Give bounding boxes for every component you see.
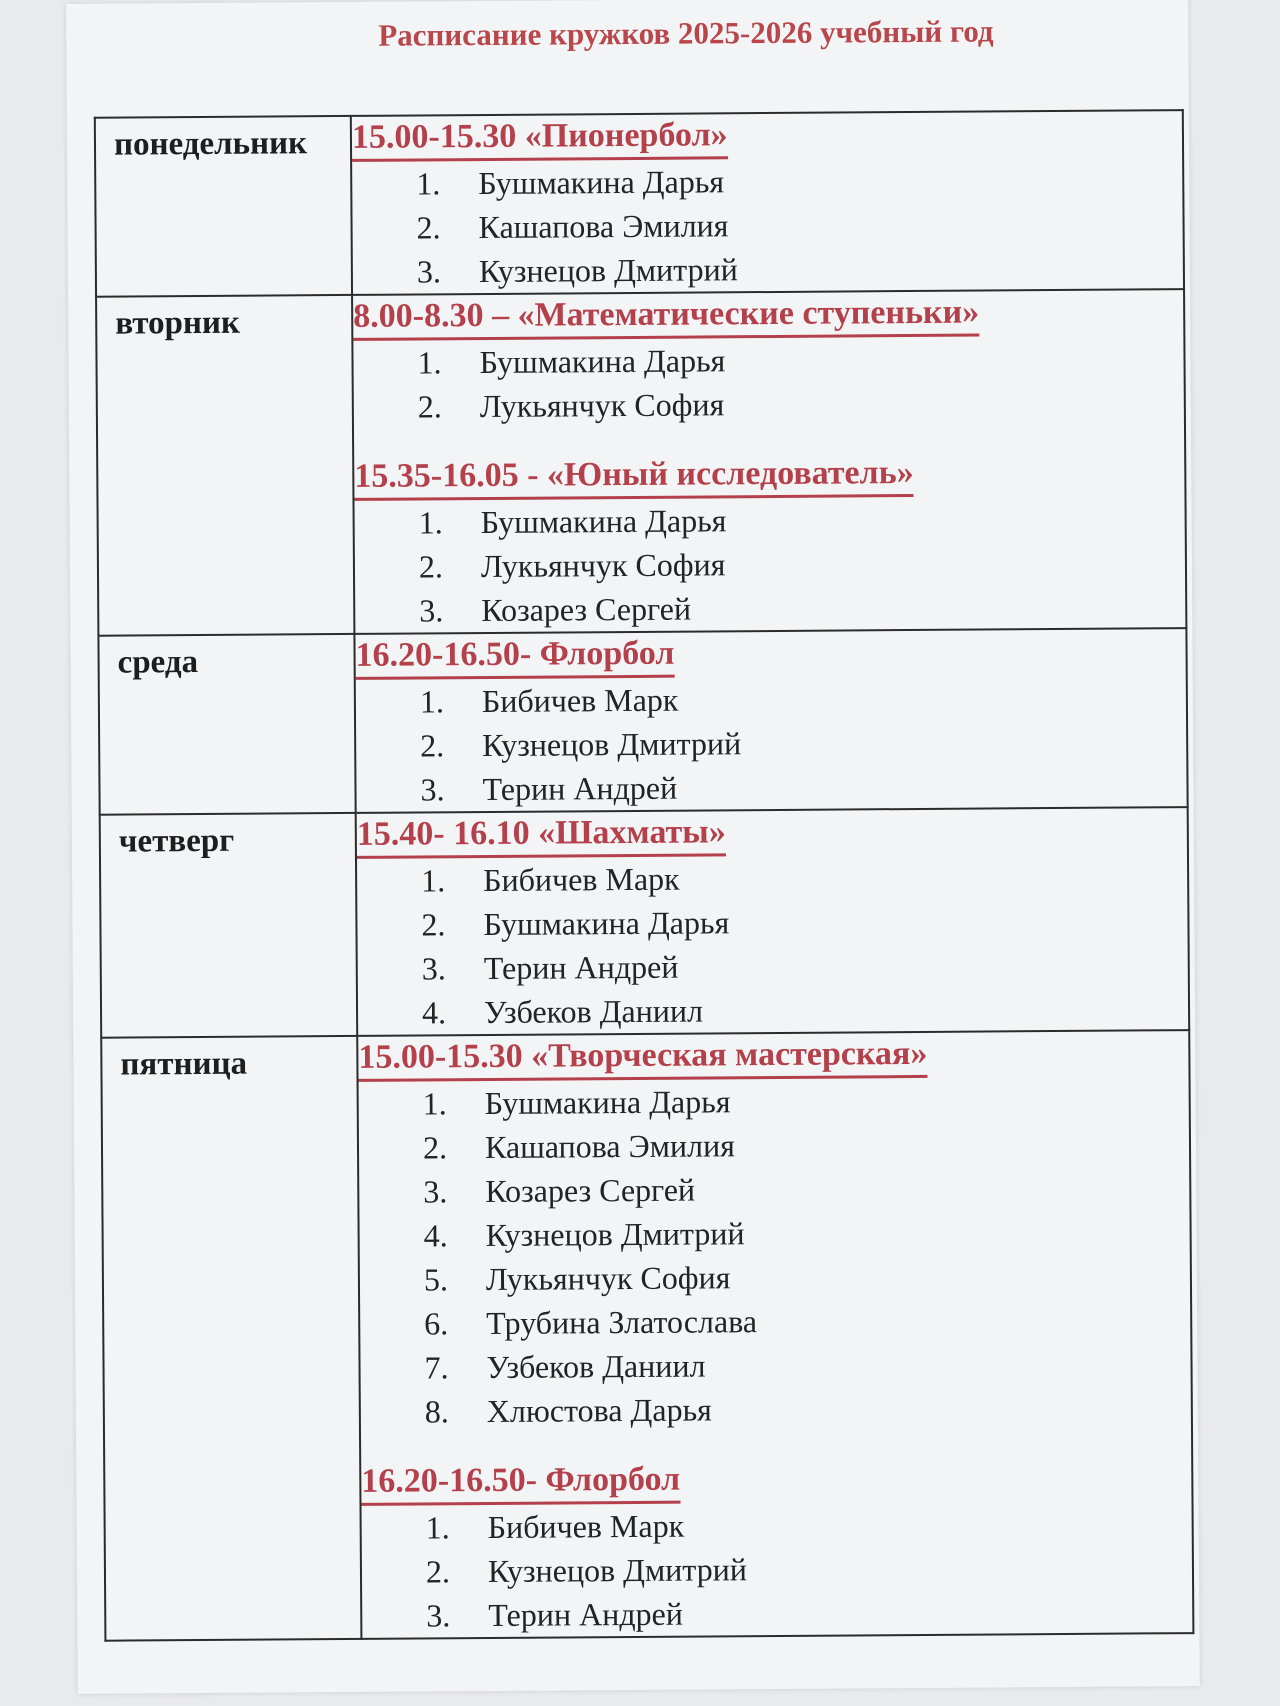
- participant-name: Кузнецов Дмитрий: [478, 251, 738, 290]
- schedule-body: [95, 110, 1194, 1641]
- participant-name: Козарез Сергей: [485, 1171, 696, 1210]
- day-cell: [95, 116, 352, 297]
- participant-number: 1.: [416, 165, 441, 202]
- activity-block: [358, 1031, 1191, 1434]
- day-cell: [98, 634, 355, 815]
- participant-name: Кашапова Эмилия: [478, 207, 729, 246]
- day-label: понедельник: [113, 125, 308, 163]
- participant-name: Кузнецов Дмитрий: [482, 725, 742, 764]
- participant-number: 6.: [424, 1305, 449, 1342]
- participant-item: [420, 718, 1186, 767]
- activity-title: 16.20-16.50- Флорбол: [361, 1459, 680, 1506]
- participant-item: [417, 244, 1183, 293]
- participant-name: Лукьянчук София: [480, 546, 726, 585]
- activity-title: 15.40- 16.10 «Шахматы»: [357, 811, 726, 859]
- participant-list: [356, 674, 1187, 812]
- participant-item: [419, 583, 1185, 632]
- participant-number: 2.: [418, 548, 444, 585]
- participant-name: Трубина Златослава: [486, 1303, 758, 1342]
- participant-name: Лукьянчук София: [485, 1259, 731, 1298]
- participant-name: Терин Андрей: [482, 769, 678, 808]
- participant-name: Кузнецов Дмитрий: [485, 1215, 745, 1254]
- activity-block: [354, 450, 1185, 633]
- activity-block: [352, 111, 1183, 294]
- schedule-row: [101, 1030, 1193, 1641]
- participant-name: Бушмакина Дарья: [478, 163, 725, 202]
- participant-list: [359, 1076, 1191, 1434]
- participant-item: [416, 200, 1182, 249]
- participant-name: Кашапова Эмилия: [484, 1127, 735, 1166]
- participant-number: 4.: [421, 994, 447, 1031]
- participant-list: [353, 335, 1184, 429]
- activity-title: 15.35-16.05 - «Юный исследователь»: [354, 452, 914, 501]
- participant-name: Бушмакина Дарья: [483, 904, 730, 943]
- participant-item: [423, 1208, 1189, 1257]
- day-cell: [101, 1036, 361, 1641]
- activities-cell: [351, 110, 1184, 295]
- participant-item: [416, 156, 1182, 205]
- activity-title: 15.00-15.30 «Творческая мастерская»: [358, 1033, 927, 1082]
- schedule-row: [95, 110, 1184, 297]
- participant-number: 3.: [421, 950, 446, 987]
- participant-number: 3.: [419, 592, 444, 629]
- participant-name: Узбеков Даниил: [486, 1347, 706, 1386]
- activities-cell: [356, 807, 1190, 1036]
- schedule-sheet: [66, 0, 1200, 1694]
- participant-list: [352, 156, 1183, 294]
- page-title: Расписание кружков 2025-2026 учебный год: [378, 13, 994, 53]
- participant-name: Бушмакина Дарья: [480, 502, 727, 541]
- participant-number: 1.: [422, 1085, 447, 1122]
- activities-cell: [352, 289, 1186, 634]
- participant-name: Козарез Сергей: [481, 590, 692, 629]
- participant-item: [423, 1120, 1189, 1169]
- schedule-row: [96, 289, 1186, 636]
- participant-name: Терин Андрей: [488, 1595, 684, 1634]
- participant-item: [421, 897, 1187, 946]
- participant-number: 1.: [418, 504, 443, 541]
- participant-name: Узбеков Даниил: [483, 992, 704, 1031]
- participant-item: [419, 539, 1185, 588]
- participant-name: Терин Андрей: [483, 948, 679, 987]
- participant-number: 2.: [425, 1553, 451, 1590]
- participant-list: [362, 1500, 1193, 1638]
- activity-title: 15.00-15.30 «Пионербол»: [352, 114, 728, 162]
- participant-item: [424, 1252, 1190, 1301]
- schedule-row: [98, 628, 1187, 815]
- participant-item: [423, 1076, 1189, 1125]
- participant-name: Бибичев Марк: [483, 860, 680, 899]
- participant-number: 3.: [426, 1597, 451, 1634]
- participant-number: 3.: [420, 771, 445, 808]
- participant-number: 2.: [416, 209, 441, 246]
- participant-number: 1.: [421, 862, 446, 899]
- participant-number: 4.: [423, 1217, 448, 1254]
- participant-item: [418, 379, 1184, 428]
- activities-cell: [354, 628, 1187, 813]
- participant-name: Бибичев Марк: [487, 1507, 685, 1546]
- participant-number: 2.: [417, 388, 442, 425]
- activities-cell: [357, 1030, 1193, 1639]
- participant-item: [426, 1544, 1192, 1593]
- participant-item: [417, 335, 1183, 384]
- participant-number: 3.: [416, 253, 442, 290]
- participant-number: 1.: [425, 1509, 450, 1546]
- participant-list: [357, 853, 1188, 1035]
- day-label: четверг: [118, 822, 235, 860]
- participant-name: Лукьянчук София: [479, 386, 725, 425]
- participant-number: 2.: [422, 1129, 448, 1166]
- participant-name: Кузнецов Дмитрий: [487, 1551, 748, 1590]
- participant-number: 8.: [424, 1393, 449, 1430]
- day-label: пятница: [120, 1045, 248, 1083]
- day-cell: [96, 295, 354, 636]
- participant-item: [424, 1340, 1190, 1389]
- participant-list: [354, 495, 1185, 633]
- participant-item: [423, 1164, 1189, 1213]
- participant-number: 2.: [421, 906, 446, 943]
- day-cell: [100, 813, 358, 1038]
- participant-item: [420, 674, 1186, 723]
- participant-item: [425, 1384, 1191, 1433]
- participant-number: 5.: [423, 1261, 449, 1298]
- day-label: вторник: [115, 304, 241, 342]
- participant-item: [421, 853, 1187, 902]
- schedule-table: [94, 109, 1195, 1642]
- participant-name: Хлюстова Дарья: [486, 1391, 712, 1430]
- participant-item: [424, 1296, 1190, 1345]
- activity-block: [355, 629, 1186, 812]
- participant-number: 1.: [417, 344, 442, 381]
- day-label: среда: [117, 644, 199, 681]
- participant-name: Бибичев Марк: [481, 681, 679, 720]
- activity-block: [357, 808, 1189, 1035]
- participant-item: [418, 495, 1184, 544]
- participant-name: Бушмакина Дарья: [484, 1083, 731, 1122]
- participant-item: [422, 941, 1188, 990]
- participant-item: [426, 1588, 1192, 1637]
- activity-block: [353, 290, 1184, 429]
- participant-item: [426, 1500, 1192, 1549]
- activity-title: 8.00-8.30 – «Математические ступеньки»: [353, 292, 979, 341]
- participant-item: [420, 762, 1186, 811]
- participant-item: [422, 985, 1188, 1034]
- schedule-row: [100, 807, 1190, 1038]
- participant-number: 7.: [424, 1349, 449, 1386]
- participant-number: 2.: [420, 727, 445, 764]
- participant-number: 3.: [423, 1173, 448, 1210]
- participant-number: 1.: [419, 683, 445, 720]
- activity-block: [361, 1455, 1192, 1638]
- activity-title: 16.20-16.50- Флорбол: [355, 633, 674, 680]
- participant-name: Бушмакина Дарья: [479, 342, 726, 381]
